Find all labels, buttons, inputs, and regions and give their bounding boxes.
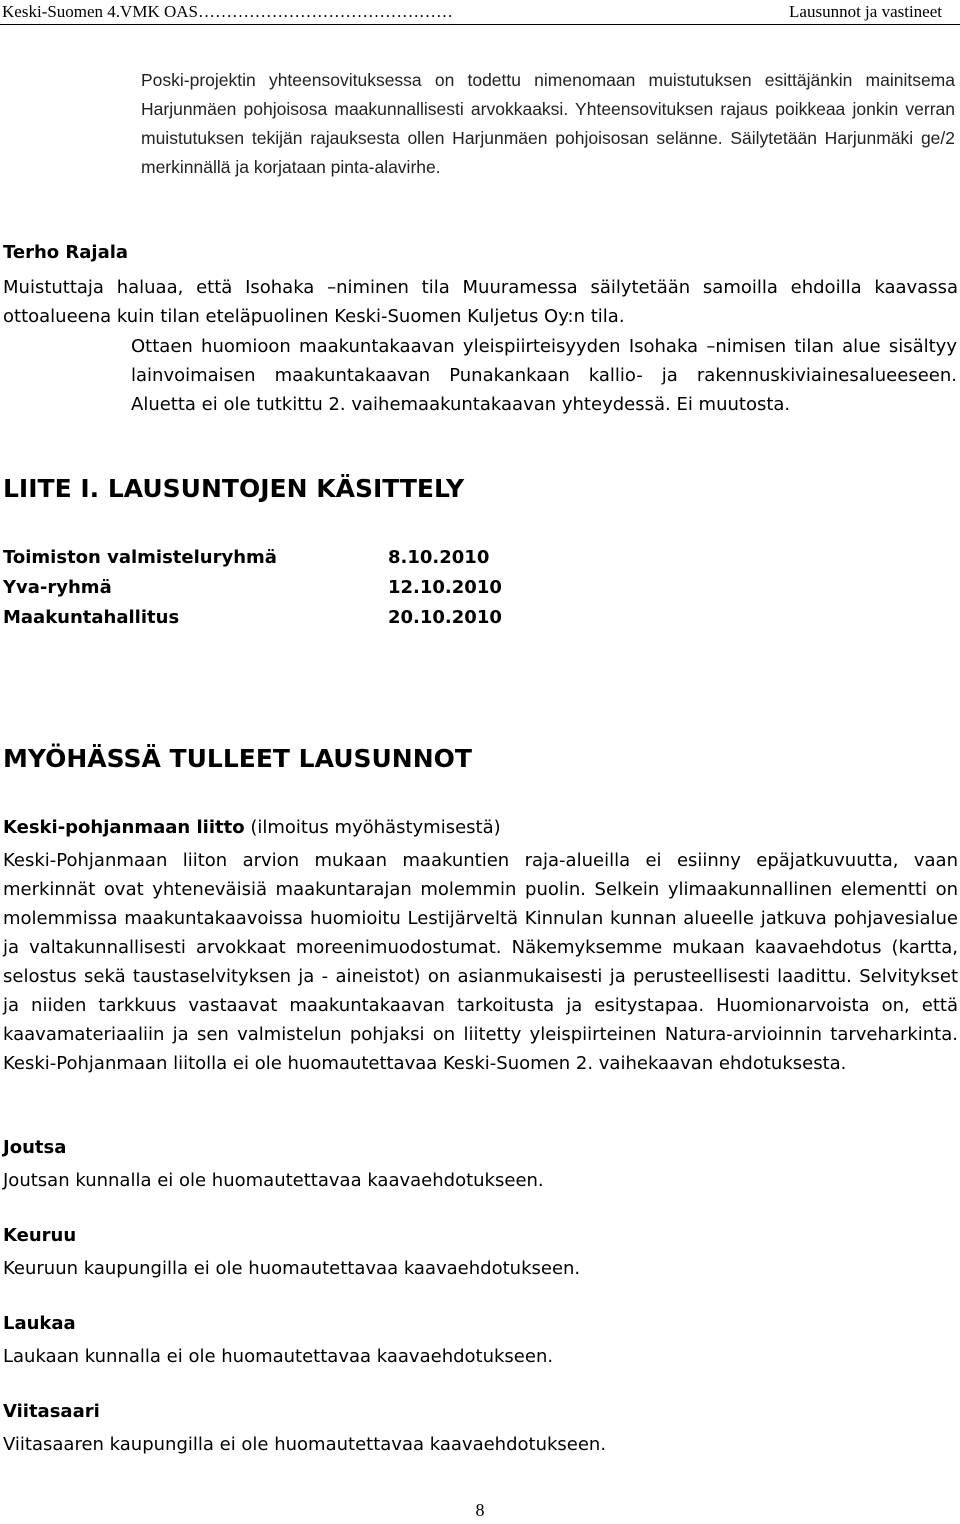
kp-statement: Keski-Pohjanmaan liiton arvion mukaan maakuntien raja-alueilla ei esiinny epäjatkuvuutta, vaan merkinnät ovat yhteneväisiä maakuntarajan molemmin puolin. Selkein ylimaakunnallinen elementti on molemmissa maakuntakaavoissa huomioitu Lestijärveltä Kinnulan kunnan alueelle jatkuva pohjavesialue ja valtakunnallisesti arvokkaat moreenimuodostumat. Näkemyksemme mukaan kaavaehdotus (kartta, selostus sekä taustaselvityksen ja - aineistot) on asianmukaisesti ja perusteellisesti laadittu. Selvitykset ja niiden tarkkuus vastaavat maakuntakaavan tarkoitusta ja esitystapaa. Huomionarvoista on, että kaavamateriaaliin ja sen valmistelun pohjaksi on liitetty yleispiirteinen Natura-arvioinnin tarveharkinta. Keski-Pohjanmaan liitolla ei ole huomautettavaa Keski-Suomen 2. vaihekaavan ehdotuksesta. (3, 850, 958, 1074)
page-number: 8 (475, 1500, 485, 1520)
schedule-date: 8.10.2010 (388, 547, 490, 568)
schedule-row (3, 603, 603, 633)
page-header (2, 0, 942, 24)
schedule-date: 20.10.2010 (388, 607, 502, 628)
schedule-table (3, 543, 603, 633)
laukaa-statement: Laukaan kunnalla ei ole huomautettavaa kaavaehdotukseen. (3, 1346, 554, 1367)
kp-heading (3, 817, 501, 838)
rajala-statement: Muistuttaja haluaa, että Isohaka –niminen tila Muuramessa säilytetään samoilla ehdoilla kaavassa ottoalueena kuin tilan eteläpuolinen Keski-Suomen Kuljetus Oy:n tila. (3, 277, 958, 327)
viitasaari-name: Viitasaari (3, 1401, 100, 1422)
rajala-response: Ottaen huomioon maakuntakaavan yleispiirteisyyden Isohaka –nimisen tilan alue sisältyy lainvoimaisen maakuntakaavan Punakankaan kallio- ja rakennuskiviainesalueeseen. Aluetta ei ole tutkittu 2. vaihemaakuntakaavan yhteydessä. Ei muutosta. (131, 336, 957, 415)
late-statements-title: MYÖHÄSSÄ TULLEET LAUSUNNOT (3, 744, 472, 773)
header-left: Keski-Suomen 4.VMK OAS……………………………………… (2, 2, 453, 21)
appendix-title: LIITE I. LAUSUNTOJEN KÄSITTELY (3, 474, 465, 503)
top-response-text: Poski-projektin yhteensovituksessa on todettu nimenomaan muistutuksen esittäjänkin mainitsema Harjunmäen pohjoisosa maakunnallisesti arvokkaaksi. Yhteensovituksen rajaus poikkeaa jonkin verran muistutuksen tekijän rajauksesta ollen Harjunmäen pohjoisosan selänne. Säilytetään Harjunmäki ge/2 merkinnällä ja korjataan pinta-alavirhe. (141, 70, 955, 177)
schedule-date: 12.10.2010 (388, 577, 502, 598)
schedule-row (3, 543, 603, 573)
header-right: Lausunnot ja vastineet (789, 2, 942, 21)
kp-note: (ilmoitus myöhästymisestä) (250, 817, 501, 838)
keuruu-name: Keuruu (3, 1225, 77, 1246)
schedule-body: Maakuntahallitus (3, 607, 180, 628)
schedule-row (3, 573, 603, 603)
viitasaari-statement: Viitasaaren kaupungilla ei ole huomautettavaa kaavaehdotukseen. (3, 1434, 607, 1455)
joutsa-name: Joutsa (3, 1137, 67, 1158)
kp-name: Keski-pohjanmaan liitto (3, 817, 245, 838)
laukaa-name: Laukaa (3, 1313, 76, 1334)
keuruu-statement: Keuruun kaupungilla ei ole huomautettavaa kaavaehdotukseen. (3, 1258, 581, 1279)
rajala-name: Terho Rajala (3, 242, 129, 263)
schedule-body: Yva-ryhmä (3, 577, 112, 598)
header-rule (0, 24, 960, 25)
joutsa-statement: Joutsan kunnalla ei ole huomautettavaa kaavaehdotukseen. (3, 1170, 544, 1191)
schedule-body: Toimiston valmisteluryhmä (3, 547, 277, 568)
